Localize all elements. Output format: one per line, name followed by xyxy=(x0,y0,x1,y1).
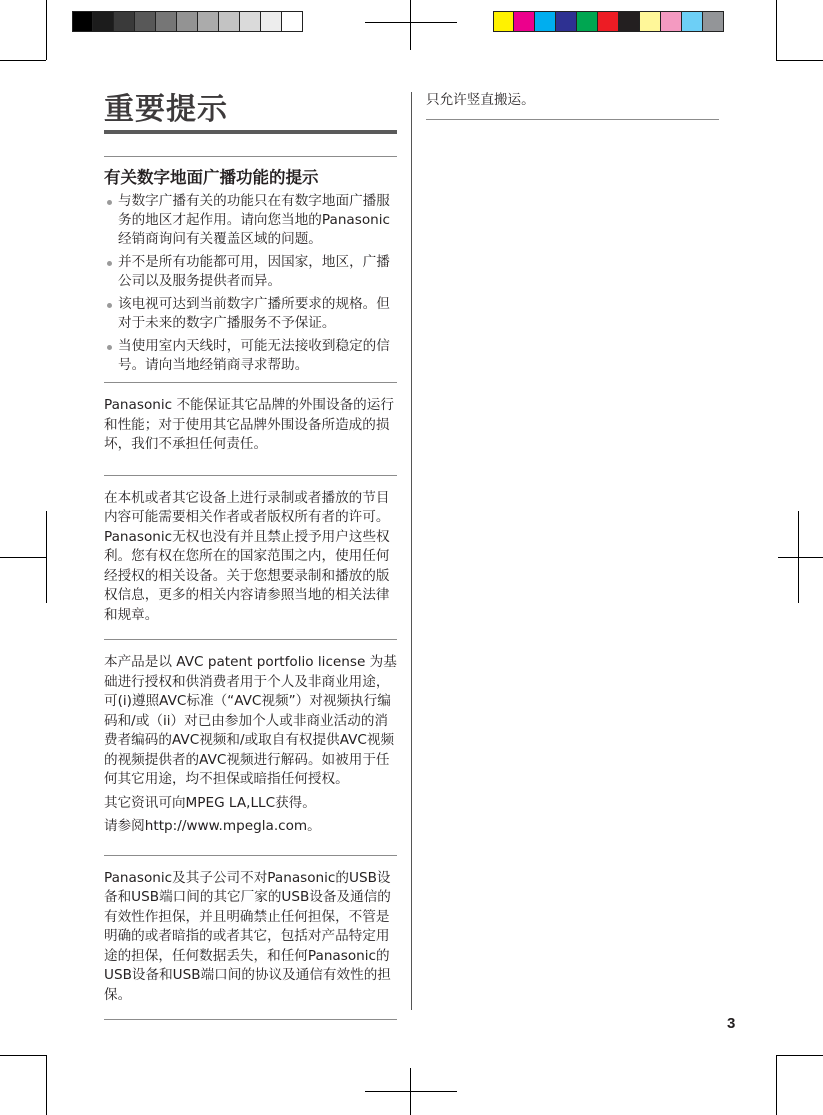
crop-mark xyxy=(410,0,411,50)
paragraph: 在本机或者其它设备上进行录制或者播放的节目内容可能需要相关作者或者版权所有者的许可。Panasonic无权也没有并且禁止授予用户这些权利。您有权在您所在的国家范围之内，使用任何经授权的相关设备。关于您想要录制和播放的版权信息，更多的相关内容请参照当地的相关法律和规章。 xyxy=(104,489,390,623)
peripheral-notice xyxy=(104,383,397,475)
crop-mark xyxy=(0,60,46,61)
color-swatch xyxy=(240,11,261,32)
transport-notice: 只允许竖直搬运。 xyxy=(426,92,535,108)
color-swatch xyxy=(640,11,661,32)
paragraph: Panasonic 不能保证其它品牌的外围设备的运行和性能；对于使用其它品牌外围设备所造成的损坏，我们不承担任何责任。 xyxy=(104,397,394,452)
avc-license-notice xyxy=(104,640,397,855)
crop-mark xyxy=(46,511,47,603)
color-swatch xyxy=(598,11,619,32)
column-divider xyxy=(411,92,412,1010)
color-swatch xyxy=(661,11,682,32)
color-swatch xyxy=(682,11,703,32)
color-swatch xyxy=(198,11,219,32)
bullet-icon xyxy=(107,345,112,350)
bullet-icon xyxy=(107,261,112,266)
tips-list xyxy=(104,192,397,375)
color-swatch xyxy=(219,11,240,32)
paragraph: 本产品是以 AVC patent portfolio license 为基础进行授权和供消费者用于个人及非商业用途，可(i)遵照AVC标准（“AVC视频”）对视频执行编码和/或（ii）对已由参加个人或非商业活动的消费者编码的AVC视频和/或取自有权提供AVC视频的视频提供者的AVC视频进行解码。如被用于任何其它用途，均不担保或暗指任何授权。 xyxy=(104,654,397,787)
section-heading: 有关数字地面广播功能的提示 xyxy=(104,168,319,187)
page-title: 重要提示 xyxy=(104,92,228,127)
section-rule xyxy=(104,1019,397,1020)
bullet-icon xyxy=(107,303,112,308)
color-swatch xyxy=(535,11,556,32)
crop-mark xyxy=(365,22,457,23)
copyright-notice xyxy=(104,476,397,640)
page-number: 3 xyxy=(727,1015,736,1032)
crop-mark xyxy=(0,557,46,558)
color-swatch xyxy=(514,11,535,32)
color-swatch xyxy=(619,11,640,32)
crop-mark xyxy=(776,60,823,61)
paragraph: Panasonic及其子公司不对Panasonic的USB设备和USB端口间的其它厂家的USB设备及通信的有效性作担保，并且明确禁止任何担保，不管是明确的或者暗指的或者其它，包括对产品特定用途的担保，任何数据丢失，和任何Panasonic的USB设备和USB端口间的协议及通信有效性的担保。 xyxy=(104,869,391,1003)
color-swatch xyxy=(577,11,598,32)
section-rule xyxy=(104,156,397,157)
color-swatch xyxy=(156,11,177,32)
color-swatch xyxy=(282,11,303,32)
grayscale-bar xyxy=(72,11,303,32)
bullet-icon xyxy=(107,200,112,205)
crop-mark xyxy=(776,1055,777,1115)
list-item: 并不是所有功能都可用，因国家，地区，广播公司以及服务提供者而异。 xyxy=(104,253,397,291)
color-swatch xyxy=(72,11,93,32)
crop-mark xyxy=(365,1091,457,1092)
color-swatch xyxy=(261,11,282,32)
crop-mark xyxy=(46,0,47,60)
color-swatch xyxy=(93,11,114,32)
right-column xyxy=(426,90,719,120)
color-swatch xyxy=(135,11,156,32)
color-swatch xyxy=(114,11,135,32)
crop-mark xyxy=(776,1055,823,1056)
paragraph: 其它资讯可向MPEG LA,LLC获得。 xyxy=(104,794,316,811)
crop-mark xyxy=(776,0,777,60)
section-rule xyxy=(426,119,719,120)
color-swatch xyxy=(177,11,198,32)
crop-mark xyxy=(0,1055,46,1056)
crop-mark xyxy=(778,557,823,558)
list-item: 与数字广播有关的功能只在有数字地面广播服务的地区才起作用。请向您当地的Panasonic经销商询问有关覆盖区域的问题。 xyxy=(104,192,397,249)
color-swatch xyxy=(556,11,577,32)
left-column xyxy=(104,90,397,1020)
digital-broadcast-section xyxy=(104,167,397,375)
color-swatch xyxy=(703,11,724,32)
crop-mark xyxy=(46,1055,47,1115)
color-swatch xyxy=(493,11,514,32)
paragraph: 请参阅http://www.mpegla.com。 xyxy=(104,818,321,834)
list-item: 该电视可达到当前数字广播所要求的规格。但对于未来的数字广播服务不予保证。 xyxy=(104,295,397,333)
usb-disclaimer xyxy=(104,856,397,1020)
color-bar xyxy=(493,11,724,32)
list-item: 当使用室内天线时，可能无法接收到稳定的信号。请向当地经销商寻求帮助。 xyxy=(104,337,397,375)
